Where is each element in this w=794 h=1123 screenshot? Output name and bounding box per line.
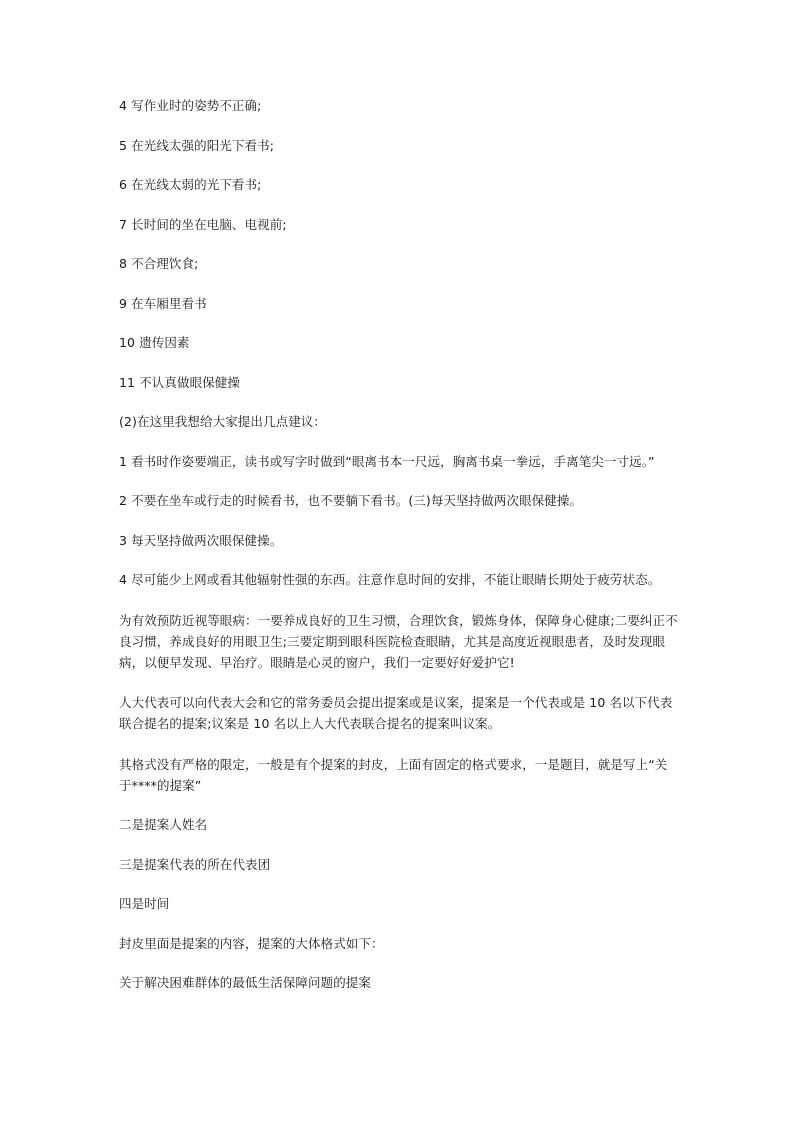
paragraph-proposal-format: 其格式没有严格的限定，一般是有个提案的封皮，上面有固定的格式要求，一是题目，就是写上“关于****的提案” — [119, 756, 668, 793]
document-body — [119, 96, 679, 1013]
paragraph-cause-7: 7 长时间的坐在电脑、电视前; — [119, 216, 287, 232]
paragraph-cause-11: 11 不认真做眼保健操 — [119, 374, 240, 390]
paragraph-cause-6: 6 在光线太弱的光下看书; — [119, 177, 262, 192]
paragraph-suggestion-3: 3 每天坚持做两次眼保健操。 — [119, 532, 283, 548]
paragraph-format-item-2: 二是提案人姓名 — [119, 817, 208, 832]
paragraph-cause-5: 5 在光线太强的阳光下看书; — [119, 137, 275, 153]
paragraph-suggestions-heading: (2)在这里我想给大家提出几点建议： — [119, 414, 327, 429]
paragraph-cause-8: 8 不合理饮食; — [119, 256, 199, 271]
paragraph-suggestion-1: 1 看书时作姿要端正，读书或写字时做到“眼离书本一尺远，胸离书桌一拳远，手离笔尖一寸远。” — [119, 453, 655, 469]
paragraph-cause-4: 4 写作业时的姿势不正确; — [119, 98, 262, 113]
paragraph-proposal-definition: 人大代表可以向代表大会和它的常务委员会提出提案或是议案，提案是一个代表或是 10 名以下代表联合提名的提案;议案是 10 名以上人大代表联合提名的提案叫议案。 — [119, 695, 673, 731]
paragraph-suggestion-2: 2 不要在坐车或行走的时候看书，也不要躺下看书。(三)每天坚持做两次眼保健操。 — [119, 493, 583, 508]
paragraph-suggestion-4: 4 尽可能少上网或看其他辐射性强的东西。注意作息时间的安排，不能让眼睛长期处于疲劳状态。 — [119, 572, 661, 587]
paragraph-prevention: 为有效预防近视等眼病：一要养成良好的卫生习惯，合理饮食，锻炼身体，保障身心健康;二要纠正不良习惯，养成良好的用眼卫生;三要定期到眼科医院检查眼睛，尤其是高度近视眼患者，及时发现眼病，以便早发现、早治疗。眼睛是心灵的窗户，我们一定要好好爱护它! — [119, 612, 678, 670]
paragraph-format-item-4: 四是时间 — [119, 896, 170, 911]
paragraph-format-item-3: 三是提案代表的所在代表团 — [119, 856, 271, 872]
paragraph-cause-10: 10 遗传因素 — [119, 335, 190, 350]
paragraph-content-intro: 封皮里面是提案的内容，提案的大体格式如下： — [119, 935, 384, 951]
paragraph-cause-9: 9 在车厢里看书 — [119, 295, 207, 311]
paragraph-proposal-title: 关于解决困难群体的最低生活保障问题的提案 — [119, 975, 372, 990]
